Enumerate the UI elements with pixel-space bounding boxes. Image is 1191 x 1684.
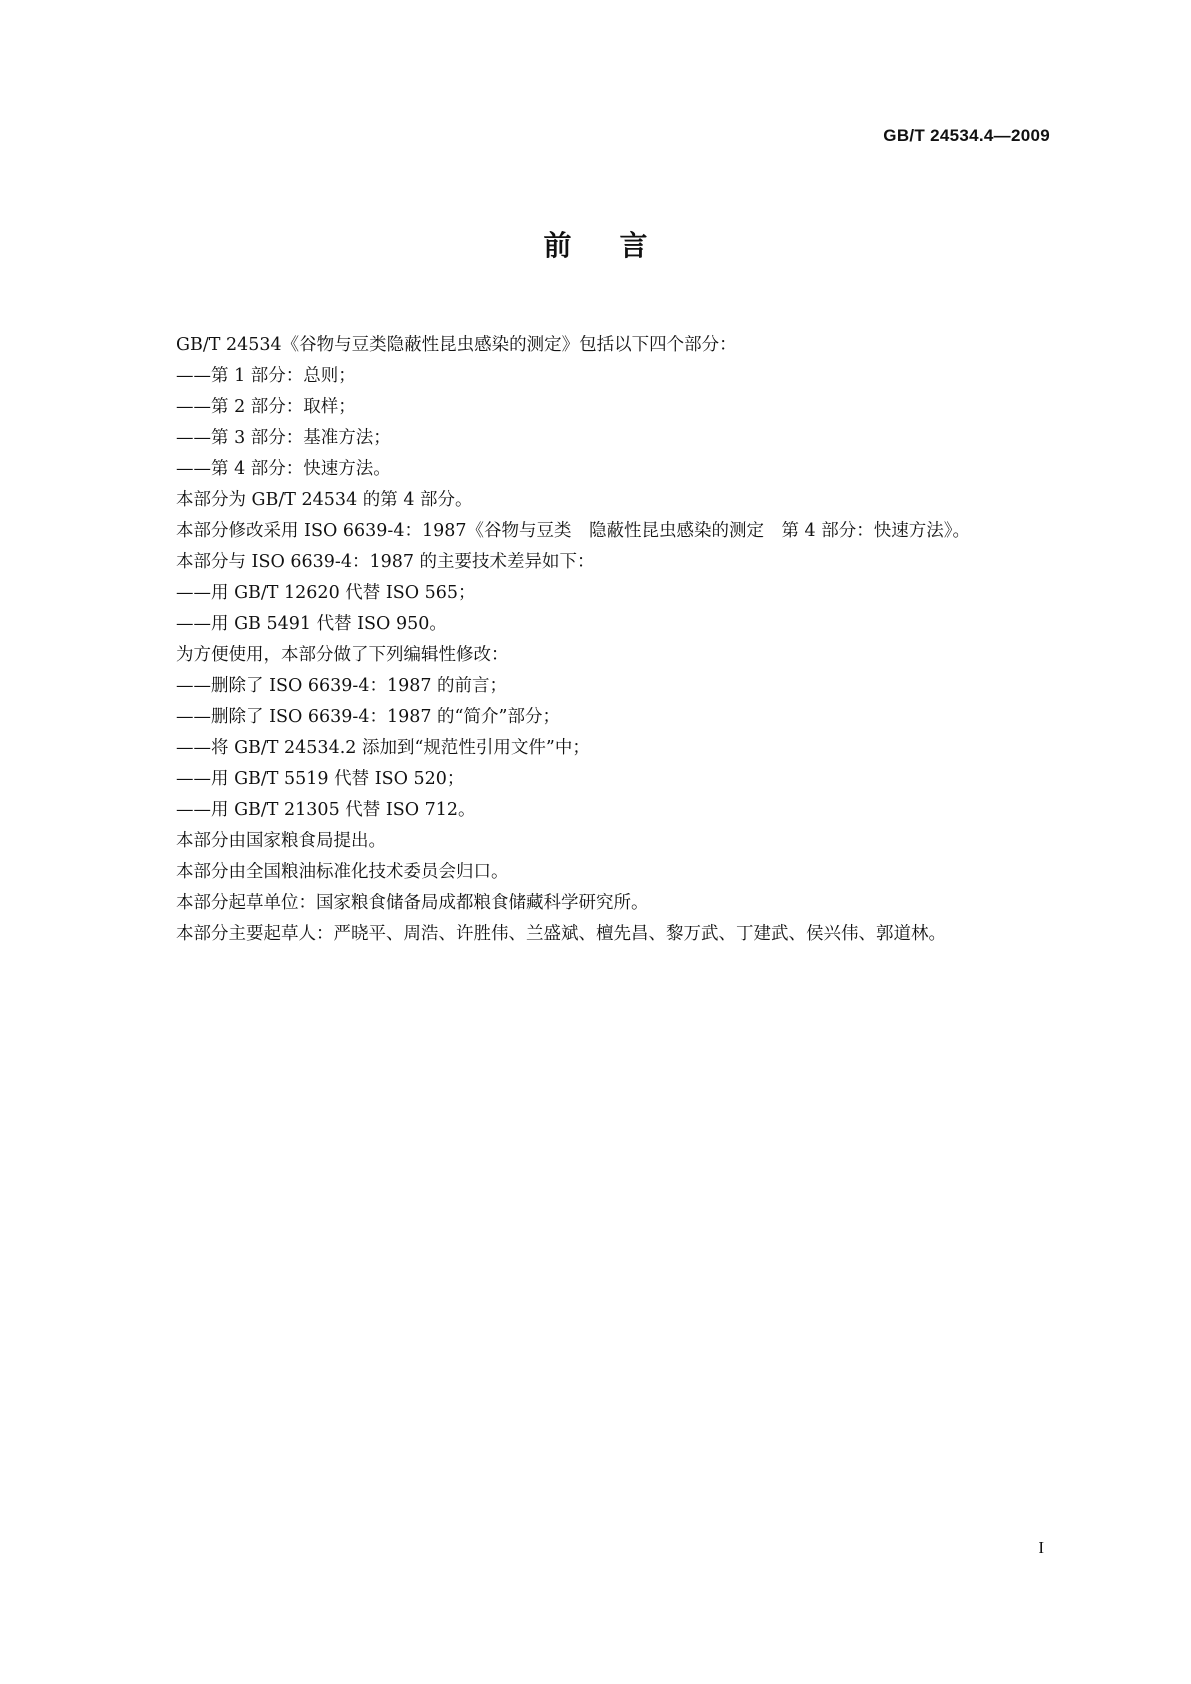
paragraph-line: 为方便使用，本部分做了下列编辑性修改： [176, 645, 509, 665]
page-title: 前言 [543, 229, 696, 262]
paragraph-line: ——第 1 部分：总则； [176, 366, 356, 386]
paragraph-line: ——第 3 部分：基准方法； [176, 428, 391, 448]
paragraph-line: 本部分修改采用 ISO 6639-4：1987《谷物与豆类 隐蔽性昆虫感染的测定 第 4 部分：快速方法》。 [176, 521, 970, 541]
document-code: GB/T 24534.4—2009 [883, 126, 1050, 145]
paragraph-line: ——删除了 ISO 6639-4：1987 的前言； [176, 676, 508, 696]
paragraph-line: 本部分为 GB/T 24534 的第 4 部分。 [176, 490, 473, 510]
paragraph-line: ——用 GB/T 5519 代替 ISO 520； [176, 769, 465, 789]
foreword-body [176, 330, 1076, 950]
paragraph-line: ——用 GB/T 21305 代替 ISO 712。 [176, 800, 476, 820]
paragraph-line: 本部分起草单位：国家粮食储备局成都粮食储藏科学研究所。 [176, 893, 649, 913]
paragraph-line: ——用 GB/T 12620 代替 ISO 565； [176, 583, 476, 603]
paragraph-line: GB/T 24534《谷物与豆类隐蔽性昆虫感染的测定》包括以下四个部分： [176, 335, 737, 355]
paragraph-line: ——删除了 ISO 6639-4：1987 的“简介”部分； [176, 707, 560, 727]
paragraph-line: 本部分与 ISO 6639-4：1987 的主要技术差异如下： [176, 552, 595, 572]
paragraph-line: 本部分主要起草人：严晓平、周浩、许胜伟、兰盛斌、檀先昌、黎万武、丁建武、侯兴伟、郭道林。 [176, 924, 946, 944]
paragraph-line: 本部分由全国粮油标准化技术委员会归口。 [176, 862, 509, 882]
paragraph-line: 本部分由国家粮食局提出。 [176, 831, 386, 851]
paragraph-line: ——用 GB 5491 代替 ISO 950。 [176, 614, 447, 634]
page-number: I [1038, 1538, 1044, 1557]
paragraph-line: ——将 GB/T 24534.2 添加到“规范性引用文件”中； [176, 738, 590, 758]
paragraph-line: ——第 4 部分：快速方法。 [176, 459, 391, 479]
paragraph-line: ——第 2 部分：取样； [176, 397, 356, 417]
